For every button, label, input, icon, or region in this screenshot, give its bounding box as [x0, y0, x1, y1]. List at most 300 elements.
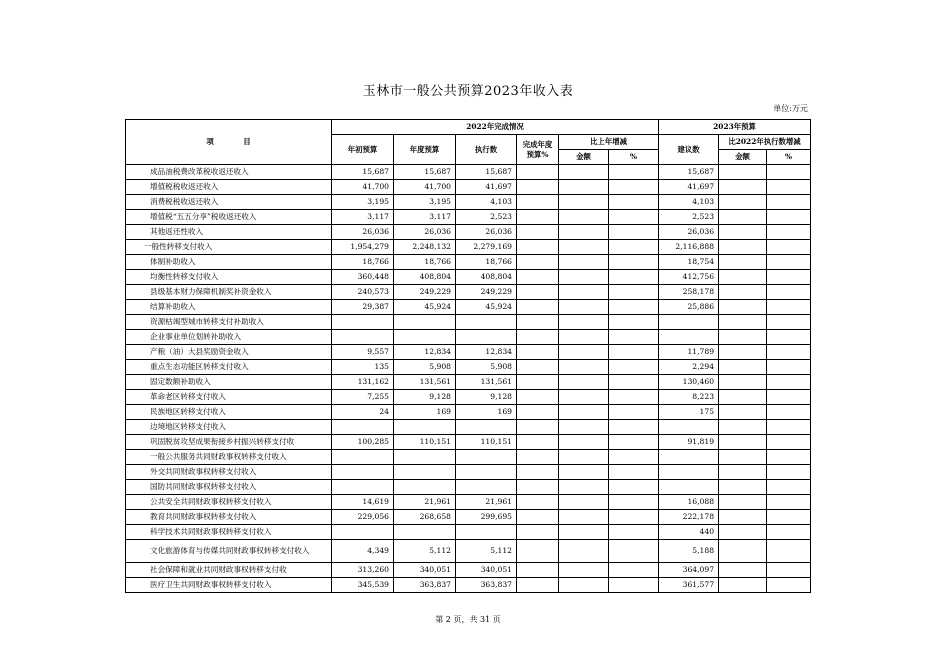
row-completion-pct	[517, 495, 559, 510]
row-annual-budget: 26,036	[394, 225, 456, 240]
row-vs-pct	[767, 240, 811, 255]
row-completion-pct	[517, 525, 559, 540]
table-row	[126, 195, 811, 210]
row-initial-budget: 14,619	[332, 495, 394, 510]
row-annual-budget	[394, 420, 456, 435]
table-row	[126, 300, 811, 315]
row-initial-budget: 313,260	[332, 563, 394, 578]
row-yoy-amount	[559, 405, 609, 420]
row-proposed: 91,819	[659, 435, 719, 450]
row-proposed: 440	[659, 525, 719, 540]
table-row	[126, 270, 811, 285]
row-vs-pct	[767, 405, 811, 420]
row-yoy-amount	[559, 330, 609, 345]
table-body	[126, 165, 811, 593]
row-yoy-pct	[609, 300, 659, 315]
row-annual-budget: 5,112	[394, 540, 456, 563]
row-name: 消费税税收返还收入	[126, 195, 332, 210]
row-executed	[456, 420, 517, 435]
row-initial-budget: 9,557	[332, 345, 394, 360]
row-yoy-pct	[609, 390, 659, 405]
row-yoy-amount	[559, 345, 609, 360]
row-yoy-pct	[609, 540, 659, 563]
header-completion-pct-line1: 完成年度	[522, 139, 553, 149]
row-vs-amount	[719, 285, 767, 300]
row-yoy-pct	[609, 405, 659, 420]
table-row	[126, 360, 811, 375]
header-completion-pct	[517, 135, 559, 165]
row-proposed: 412,756	[659, 270, 719, 285]
row-initial-budget: 18,766	[332, 255, 394, 270]
row-yoy-pct	[609, 420, 659, 435]
row-yoy-amount	[559, 195, 609, 210]
row-vs-amount	[719, 225, 767, 240]
row-yoy-pct	[609, 285, 659, 300]
row-yoy-amount	[559, 360, 609, 375]
row-proposed: 25,886	[659, 300, 719, 315]
table-row	[126, 375, 811, 390]
row-initial-budget: 3,117	[332, 210, 394, 225]
row-annual-budget	[394, 330, 456, 345]
row-yoy-pct	[609, 315, 659, 330]
row-completion-pct	[517, 315, 559, 330]
row-vs-pct	[767, 345, 811, 360]
row-yoy-pct	[609, 330, 659, 345]
row-proposed: 175	[659, 405, 719, 420]
row-executed: 5,112	[456, 540, 517, 563]
row-proposed	[659, 330, 719, 345]
row-vs-amount	[719, 390, 767, 405]
row-yoy-pct	[609, 495, 659, 510]
row-proposed: 130,460	[659, 375, 719, 390]
row-vs-amount	[719, 180, 767, 195]
row-vs-amount	[719, 495, 767, 510]
row-yoy-amount	[559, 540, 609, 563]
row-yoy-pct	[609, 450, 659, 465]
header-annual-budget: 年度预算	[394, 135, 456, 165]
row-initial-budget: 41,700	[332, 180, 394, 195]
page-title: 玉林市一般公共预算2023年收入表	[362, 84, 574, 99]
row-vs-amount	[719, 510, 767, 525]
row-proposed: 364,097	[659, 563, 719, 578]
row-initial-budget: 135	[332, 360, 394, 375]
header-vs-2022: 比2022年执行数增减	[719, 135, 811, 150]
row-completion-pct	[517, 240, 559, 255]
row-vs-amount	[719, 300, 767, 315]
row-proposed: 258,178	[659, 285, 719, 300]
row-name: 科学技术共同财政事权转移支付收入	[126, 525, 332, 540]
row-vs-amount	[719, 330, 767, 345]
row-annual-budget: 110,151	[394, 435, 456, 450]
row-initial-budget: 1,954,279	[332, 240, 394, 255]
row-executed	[456, 315, 517, 330]
row-vs-amount	[719, 525, 767, 540]
table-row	[126, 420, 811, 435]
row-annual-budget: 131,561	[394, 375, 456, 390]
row-vs-pct	[767, 300, 811, 315]
row-executed: 299,695	[456, 510, 517, 525]
row-vs-pct	[767, 270, 811, 285]
row-yoy-pct	[609, 255, 659, 270]
row-annual-budget: 340,051	[394, 563, 456, 578]
row-completion-pct	[517, 420, 559, 435]
row-yoy-pct	[609, 270, 659, 285]
row-annual-budget: 18,766	[394, 255, 456, 270]
row-yoy-pct	[609, 195, 659, 210]
row-initial-budget: 29,387	[332, 300, 394, 315]
row-executed: 9,128	[456, 390, 517, 405]
row-vs-amount	[719, 270, 767, 285]
row-vs-amount	[719, 315, 767, 330]
row-vs-amount	[719, 450, 767, 465]
row-annual-budget	[394, 480, 456, 495]
row-yoy-amount	[559, 495, 609, 510]
row-proposed: 15,687	[659, 165, 719, 180]
row-vs-amount	[719, 195, 767, 210]
row-vs-pct	[767, 563, 811, 578]
row-yoy-amount	[559, 180, 609, 195]
row-yoy-pct	[609, 480, 659, 495]
table-row	[126, 495, 811, 510]
table-row	[126, 330, 811, 345]
row-vs-pct	[767, 225, 811, 240]
row-yoy-pct	[609, 465, 659, 480]
row-completion-pct	[517, 450, 559, 465]
row-initial-budget: 345,539	[332, 578, 394, 593]
row-vs-pct	[767, 375, 811, 390]
row-initial-budget: 24	[332, 405, 394, 420]
row-name: 边境地区转移支付收入	[126, 420, 332, 435]
row-executed	[456, 465, 517, 480]
row-yoy-pct	[609, 345, 659, 360]
table-row	[126, 510, 811, 525]
row-vs-pct	[767, 165, 811, 180]
row-vs-pct	[767, 495, 811, 510]
page-footer: 第 2 页，共 31 页	[435, 615, 501, 624]
row-initial-budget	[332, 525, 394, 540]
row-initial-budget: 100,285	[332, 435, 394, 450]
row-vs-pct	[767, 420, 811, 435]
row-vs-pct	[767, 525, 811, 540]
row-vs-pct	[767, 480, 811, 495]
row-vs-amount	[719, 165, 767, 180]
row-vs-amount	[719, 210, 767, 225]
header-vs-pct: %	[767, 150, 811, 165]
row-executed	[456, 330, 517, 345]
table-row	[126, 540, 811, 563]
table-row	[126, 450, 811, 465]
table-row	[126, 480, 811, 495]
row-yoy-pct	[609, 525, 659, 540]
row-initial-budget	[332, 315, 394, 330]
row-annual-budget: 15,687	[394, 165, 456, 180]
row-name: 巩固脱贫攻坚成果衔接乡村振兴转移支付收	[126, 435, 332, 450]
table-row	[126, 390, 811, 405]
row-name: 民族地区转移支付收入	[126, 405, 332, 420]
table-row	[126, 465, 811, 480]
row-name: 文化旅游体育与传媒共同财政事权转移支付收入	[126, 540, 332, 563]
row-completion-pct	[517, 165, 559, 180]
row-initial-budget	[332, 420, 394, 435]
row-initial-budget: 3,195	[332, 195, 394, 210]
row-name: 公共安全共同财政事权转移支付收入	[126, 495, 332, 510]
row-name: 其他返还性收入	[126, 225, 332, 240]
row-executed: 249,229	[456, 285, 517, 300]
row-initial-budget: 360,448	[332, 270, 394, 285]
row-name: 增值税税收返还收入	[126, 180, 332, 195]
row-name: 社会保障和就业共同财政事权转移支付收	[126, 563, 332, 578]
row-executed: 26,036	[456, 225, 517, 240]
row-proposed: 2,294	[659, 360, 719, 375]
row-name: 教育共同财政事权转移支付收入	[126, 510, 332, 525]
row-initial-budget	[332, 450, 394, 465]
row-vs-amount	[719, 465, 767, 480]
row-completion-pct	[517, 225, 559, 240]
row-name: 增值税“五五分享”税收返还收入	[126, 210, 332, 225]
row-annual-budget: 41,700	[394, 180, 456, 195]
row-initial-budget	[332, 330, 394, 345]
row-annual-budget	[394, 465, 456, 480]
row-name: 国防共同财政事权转移支付收入	[126, 480, 332, 495]
row-vs-pct	[767, 435, 811, 450]
table-row	[126, 255, 811, 270]
header-executed: 执行数	[456, 135, 517, 165]
table-row	[126, 405, 811, 420]
row-annual-budget: 5,908	[394, 360, 456, 375]
row-completion-pct	[517, 270, 559, 285]
row-yoy-amount	[559, 480, 609, 495]
row-proposed	[659, 465, 719, 480]
row-initial-budget: 240,573	[332, 285, 394, 300]
row-initial-budget: 4,349	[332, 540, 394, 563]
row-yoy-pct	[609, 563, 659, 578]
row-completion-pct	[517, 210, 559, 225]
row-vs-amount	[719, 435, 767, 450]
row-executed: 21,961	[456, 495, 517, 510]
row-name: 外交共同财政事权转移支付收入	[126, 465, 332, 480]
row-annual-budget: 363,837	[394, 578, 456, 593]
row-proposed	[659, 420, 719, 435]
row-proposed: 361,577	[659, 578, 719, 593]
row-vs-pct	[767, 195, 811, 210]
row-proposed: 18,754	[659, 255, 719, 270]
row-vs-amount	[719, 240, 767, 255]
row-vs-amount	[719, 360, 767, 375]
row-name: 产粮（油）大县奖励资金收入	[126, 345, 332, 360]
row-name: 结算补助收入	[126, 300, 332, 315]
row-vs-amount	[719, 540, 767, 563]
row-yoy-pct	[609, 510, 659, 525]
row-proposed: 2,116,888	[659, 240, 719, 255]
header-group-2022: 2022年完成情况	[332, 120, 659, 135]
row-yoy-pct	[609, 435, 659, 450]
row-annual-budget	[394, 450, 456, 465]
row-completion-pct	[517, 390, 559, 405]
row-completion-pct	[517, 435, 559, 450]
table-row	[126, 165, 811, 180]
row-name: 重点生态功能区转移支付收入	[126, 360, 332, 375]
row-yoy-amount	[559, 225, 609, 240]
row-executed: 45,924	[456, 300, 517, 315]
row-name: 企业事业单位划转补助收入	[126, 330, 332, 345]
row-yoy-amount	[559, 435, 609, 450]
header-item: 项 目	[126, 120, 332, 165]
row-yoy-amount	[559, 165, 609, 180]
row-executed: 12,834	[456, 345, 517, 360]
table-row	[126, 525, 811, 540]
row-yoy-pct	[609, 165, 659, 180]
row-vs-amount	[719, 563, 767, 578]
row-completion-pct	[517, 360, 559, 375]
row-annual-budget: 2,248,132	[394, 240, 456, 255]
row-completion-pct	[517, 285, 559, 300]
row-yoy-amount	[559, 390, 609, 405]
table-row	[126, 240, 811, 255]
row-proposed: 222,178	[659, 510, 719, 525]
row-vs-amount	[719, 405, 767, 420]
row-annual-budget: 12,834	[394, 345, 456, 360]
row-executed: 2,523	[456, 210, 517, 225]
row-executed: 15,687	[456, 165, 517, 180]
row-vs-amount	[719, 345, 767, 360]
row-vs-pct	[767, 540, 811, 563]
row-annual-budget: 249,229	[394, 285, 456, 300]
row-yoy-amount	[559, 300, 609, 315]
row-vs-pct	[767, 390, 811, 405]
row-vs-pct	[767, 180, 811, 195]
row-yoy-amount	[559, 270, 609, 285]
row-name: 资源枯竭型城市转移支付补助收入	[126, 315, 332, 330]
table-row	[126, 180, 811, 195]
table-row	[126, 225, 811, 240]
row-completion-pct	[517, 465, 559, 480]
row-executed: 110,151	[456, 435, 517, 450]
header-yoy-amount: 金额	[559, 150, 609, 165]
row-executed: 5,908	[456, 360, 517, 375]
row-vs-pct	[767, 360, 811, 375]
row-yoy-pct	[609, 578, 659, 593]
row-initial-budget: 131,162	[332, 375, 394, 390]
table-row	[126, 315, 811, 330]
table-row	[126, 435, 811, 450]
header-yoy-change: 比上年增减	[559, 135, 659, 150]
row-executed	[456, 450, 517, 465]
row-completion-pct	[517, 510, 559, 525]
row-vs-amount	[719, 578, 767, 593]
row-annual-budget: 169	[394, 405, 456, 420]
row-executed: 18,766	[456, 255, 517, 270]
row-proposed	[659, 450, 719, 465]
row-vs-pct	[767, 465, 811, 480]
row-proposed: 5,188	[659, 540, 719, 563]
row-annual-budget	[394, 525, 456, 540]
row-yoy-amount	[559, 255, 609, 270]
row-yoy-amount	[559, 578, 609, 593]
row-yoy-amount	[559, 240, 609, 255]
row-yoy-pct	[609, 360, 659, 375]
table-row	[126, 345, 811, 360]
row-name: 革命老区转移支付收入	[126, 390, 332, 405]
row-proposed: 4,103	[659, 195, 719, 210]
row-annual-budget: 45,924	[394, 300, 456, 315]
row-executed: 408,804	[456, 270, 517, 285]
table-row	[126, 563, 811, 578]
row-completion-pct	[517, 255, 559, 270]
row-yoy-amount	[559, 563, 609, 578]
row-executed: 2,279,169	[456, 240, 517, 255]
row-proposed	[659, 480, 719, 495]
row-yoy-amount	[559, 525, 609, 540]
table-row	[126, 210, 811, 225]
row-initial-budget: 15,687	[332, 165, 394, 180]
row-yoy-amount	[559, 420, 609, 435]
header-yoy-pct: %	[609, 150, 659, 165]
row-name: 固定数额补助收入	[126, 375, 332, 390]
row-completion-pct	[517, 300, 559, 315]
header-vs-amount: 金额	[719, 150, 767, 165]
row-yoy-pct	[609, 375, 659, 390]
row-yoy-pct	[609, 210, 659, 225]
row-completion-pct	[517, 578, 559, 593]
row-name: 县级基本财力保障机制奖补资金收入	[126, 285, 332, 300]
row-vs-pct	[767, 330, 811, 345]
row-proposed: 16,088	[659, 495, 719, 510]
header-group-2023: 2023年预算	[659, 120, 811, 135]
row-yoy-pct	[609, 225, 659, 240]
row-annual-budget: 9,128	[394, 390, 456, 405]
row-executed: 340,051	[456, 563, 517, 578]
row-initial-budget: 229,056	[332, 510, 394, 525]
unit-label: 单位:万元	[773, 104, 808, 113]
row-initial-budget	[332, 480, 394, 495]
row-name: 体制补助收入	[126, 255, 332, 270]
row-proposed: 41,697	[659, 180, 719, 195]
table-row	[126, 285, 811, 300]
row-yoy-amount	[559, 465, 609, 480]
row-completion-pct	[517, 540, 559, 563]
row-executed	[456, 480, 517, 495]
row-completion-pct	[517, 195, 559, 210]
row-vs-pct	[767, 210, 811, 225]
row-executed: 41,697	[456, 180, 517, 195]
row-initial-budget: 7,255	[332, 390, 394, 405]
row-completion-pct	[517, 330, 559, 345]
row-completion-pct	[517, 563, 559, 578]
row-vs-pct	[767, 285, 811, 300]
row-proposed: 11,789	[659, 345, 719, 360]
row-initial-budget	[332, 465, 394, 480]
row-name: 均衡性转移支付收入	[126, 270, 332, 285]
row-yoy-amount	[559, 285, 609, 300]
row-vs-amount	[719, 375, 767, 390]
row-annual-budget: 3,195	[394, 195, 456, 210]
row-proposed: 2,523	[659, 210, 719, 225]
row-initial-budget: 26,036	[332, 225, 394, 240]
row-executed: 131,561	[456, 375, 517, 390]
row-vs-pct	[767, 578, 811, 593]
row-name: 医疗卫生共同财政事权转移支付收入	[126, 578, 332, 593]
row-name: 一般公共服务共同财政事权转移支付收入	[126, 450, 332, 465]
row-proposed: 8,223	[659, 390, 719, 405]
row-proposed: 26,036	[659, 225, 719, 240]
row-vs-amount	[719, 420, 767, 435]
row-name: 一般性转移支付收入	[126, 240, 332, 255]
row-vs-pct	[767, 510, 811, 525]
row-yoy-amount	[559, 450, 609, 465]
row-yoy-amount	[559, 375, 609, 390]
row-annual-budget: 3,117	[394, 210, 456, 225]
row-yoy-amount	[559, 210, 609, 225]
